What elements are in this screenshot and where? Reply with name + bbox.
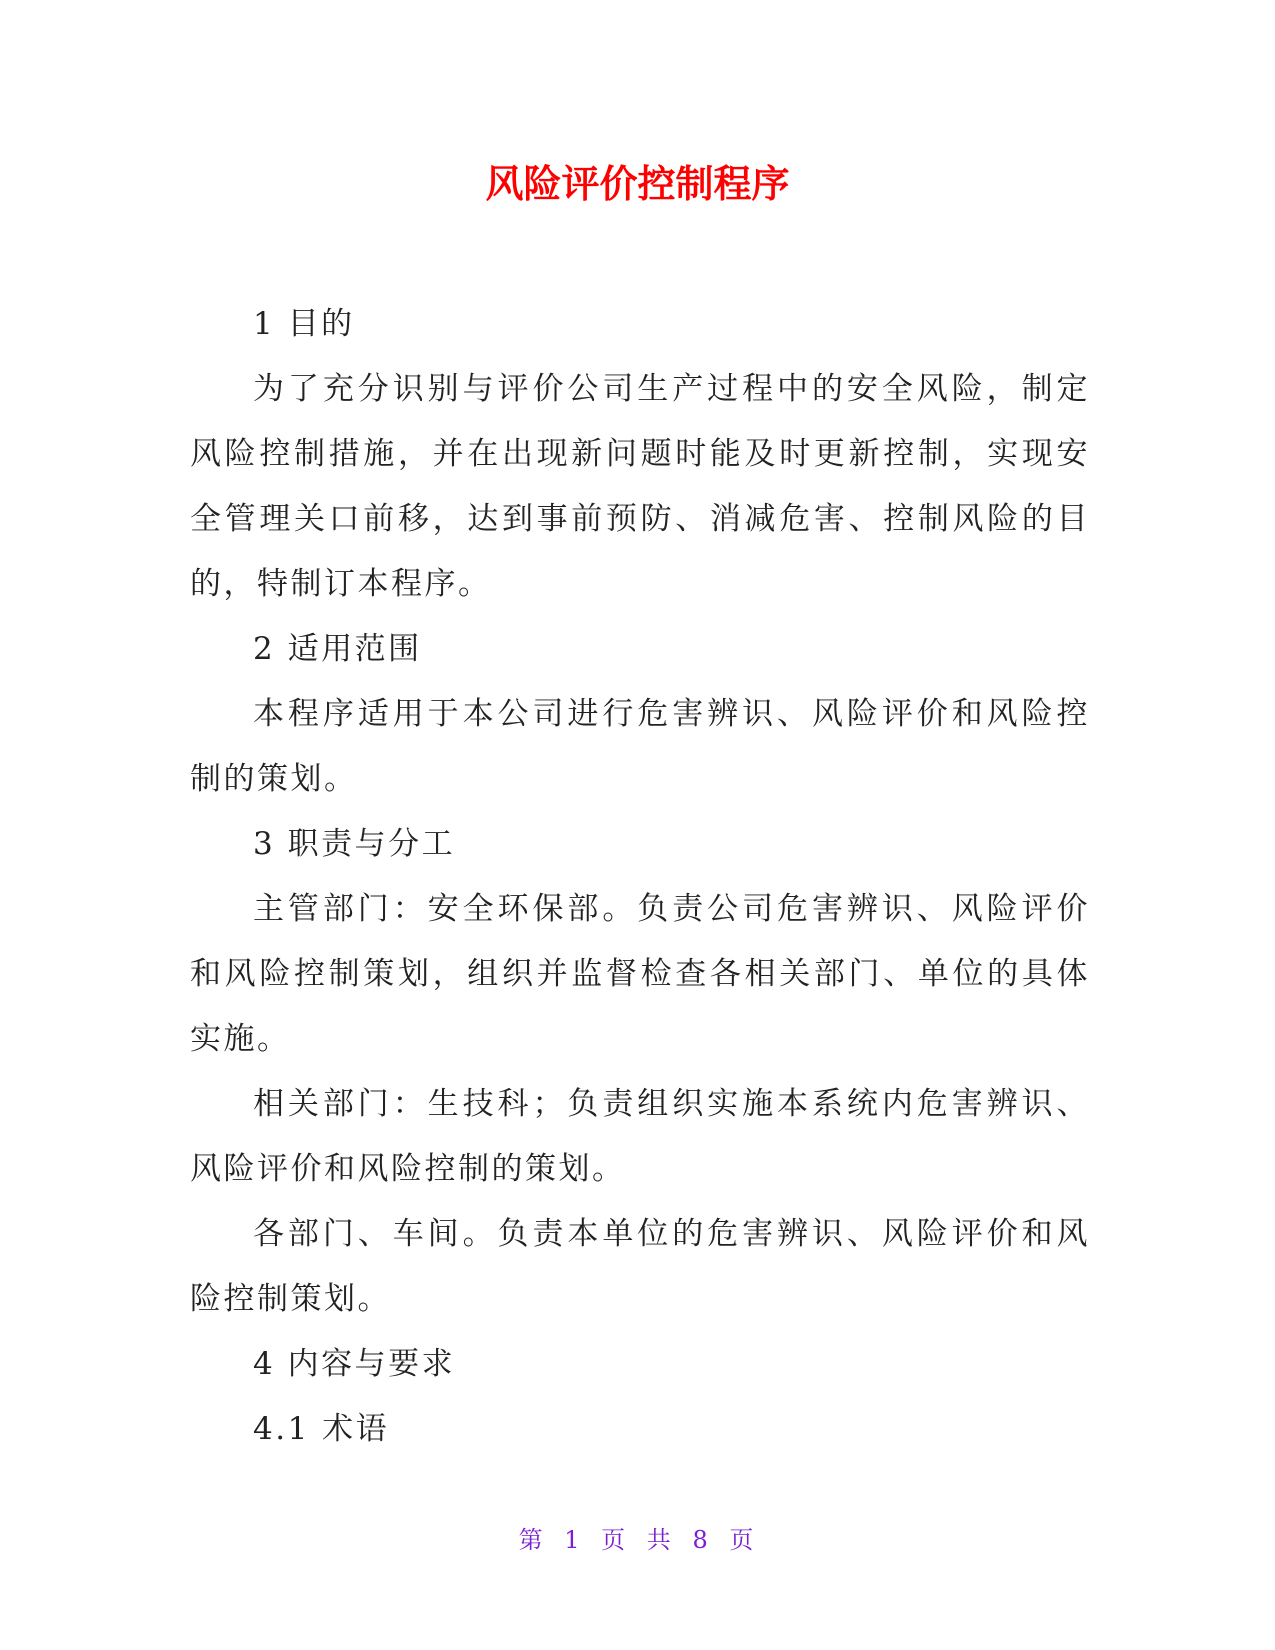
section-heading-scope: 2 适用范围 <box>253 631 422 667</box>
section-heading-responsibilities: 3 职责与分工 <box>253 826 456 862</box>
document-title: 风险评价控制程序 <box>485 162 790 206</box>
section-heading-content: 4 内容与要求 <box>253 1346 456 1382</box>
paragraph-scope: 本程序适用于本公司进行危害辨识、风险评价和风险控制的策划。 <box>190 696 1090 797</box>
paragraph-related-departments: 相关部门：生技科；负责组织实施本系统内危害辨识、风险评价和风险控制的策划。 <box>190 1086 1090 1187</box>
subsection-heading-terms: 4.1 术语 <box>253 1411 390 1447</box>
paragraph-lead-department: 主管部门：安全环保部。负责公司危害辨识、风险评价和风险控制策划，组织并监督检查各相关部门、单位的具体实施。 <box>190 891 1090 1057</box>
section-heading-purpose: 1 目的 <box>253 306 355 342</box>
document-body <box>190 292 1090 1462</box>
paragraph-purpose: 为了充分识别与评价公司生产过程中的安全风险，制定风险控制措施，并在出现新问题时能及时更新控制，实现安全管理关口前移，达到事前预防、消减危害、控制风险的目的，特制订本程序。 <box>190 371 1090 602</box>
page-number-footer: 第 1 页 共 8 页 <box>518 1526 757 1554</box>
paragraph-workshops: 各部门、车间。负责本单位的危害辨识、风险评价和风险控制策划。 <box>190 1216 1090 1317</box>
